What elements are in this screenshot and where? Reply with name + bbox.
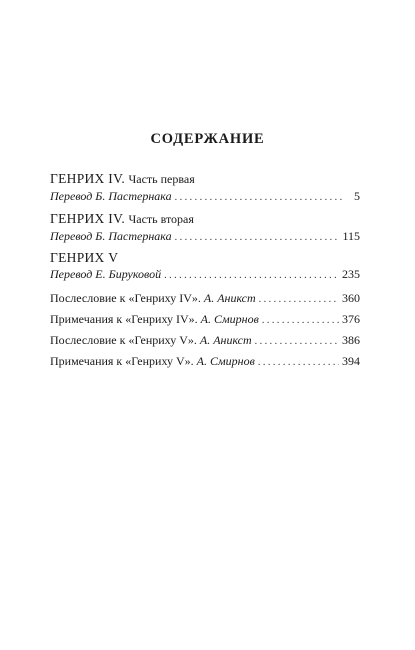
dot-leader bbox=[164, 267, 339, 284]
toc-title: СОДЕРЖАНИЕ bbox=[150, 131, 265, 147]
dot-leader bbox=[175, 189, 343, 206]
entry-author: А. Смирнов bbox=[196, 354, 255, 368]
page-number: 5 bbox=[354, 189, 360, 203]
entry-label bbox=[50, 353, 255, 370]
page-number: 386 bbox=[342, 333, 360, 347]
translator-credit: Перевод Е. Бируковой bbox=[50, 267, 162, 281]
entry-label bbox=[50, 311, 259, 328]
translator-credit: Перевод Б. Пастернака bbox=[50, 229, 172, 243]
toc-entry bbox=[50, 290, 360, 308]
entry-author: А. Смирнов bbox=[200, 312, 259, 326]
section-heading bbox=[50, 170, 360, 188]
dot-leader bbox=[255, 333, 339, 350]
work-title: ГЕНРИХ V bbox=[50, 250, 119, 265]
toc-entry bbox=[50, 332, 360, 350]
toc-appendix-henry-iv bbox=[50, 290, 360, 329]
toc-entry bbox=[50, 311, 360, 329]
work-part: Часть первая bbox=[128, 172, 195, 186]
entry-label bbox=[50, 332, 252, 349]
toc-section-henry-iv-part-1 bbox=[50, 170, 360, 206]
toc-appendix-henry-v bbox=[50, 332, 360, 371]
toc-section-henry-iv-part-2 bbox=[50, 210, 360, 246]
entry-label bbox=[50, 290, 256, 307]
toc-entry bbox=[50, 266, 360, 284]
work-part: Часть вторая bbox=[128, 212, 194, 226]
dot-leader bbox=[262, 312, 339, 329]
translator-credit: Перевод Б. Пастернака bbox=[50, 189, 172, 203]
toc-entry bbox=[50, 228, 360, 246]
work-title: ГЕНРИХ IV. bbox=[50, 171, 126, 186]
page-number: 235 bbox=[342, 267, 360, 281]
dot-leader bbox=[175, 229, 340, 246]
page-number: 376 bbox=[342, 312, 360, 326]
entry-label-text: Примечания к «Генриху V». bbox=[50, 354, 194, 368]
toc-entry bbox=[50, 188, 360, 206]
page-number: 360 bbox=[342, 291, 360, 305]
section-heading bbox=[50, 249, 360, 266]
entry-label-text: Примечания к «Генриху IV». bbox=[50, 312, 198, 326]
entry-label-text: Послесловие к «Генриху V». bbox=[50, 333, 197, 347]
toc-section-henry-v bbox=[50, 249, 360, 284]
page-number: 394 bbox=[342, 354, 360, 368]
dot-leader bbox=[258, 354, 339, 371]
page-number: 115 bbox=[342, 229, 360, 243]
dot-leader bbox=[259, 291, 339, 308]
toc-entry bbox=[50, 353, 360, 371]
section-heading bbox=[50, 210, 360, 228]
entry-author: А. Аникст bbox=[199, 333, 252, 347]
work-title: ГЕНРИХ IV. bbox=[50, 211, 126, 226]
entry-author: А. Аникст bbox=[203, 291, 256, 305]
entry-label-text: Послесловие к «Генриху IV». bbox=[50, 291, 201, 305]
